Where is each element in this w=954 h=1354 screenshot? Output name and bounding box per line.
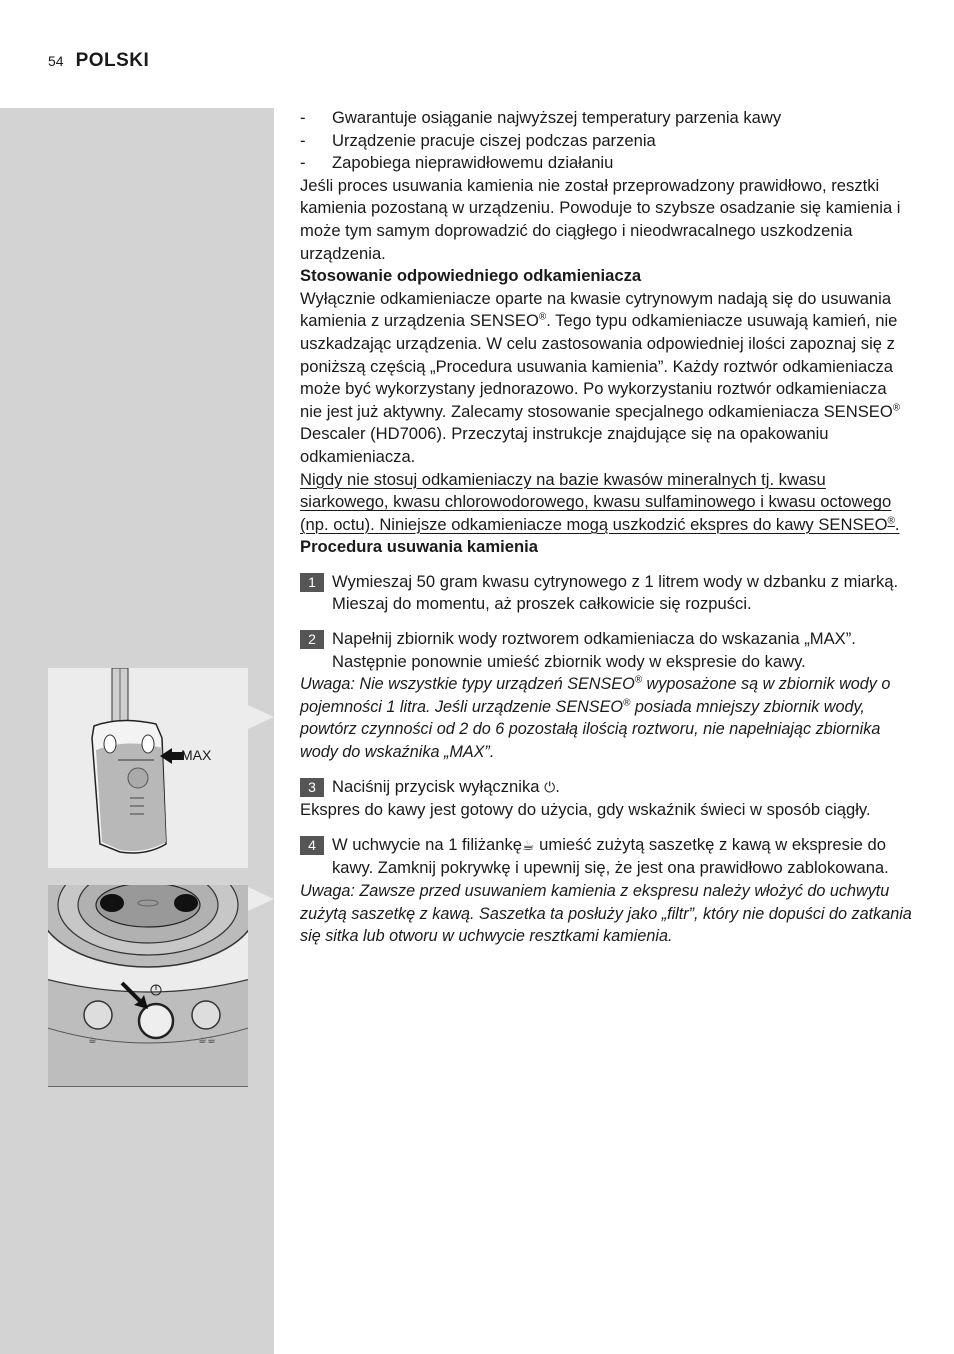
step-number: 2 bbox=[300, 630, 324, 649]
figure-pointer bbox=[248, 887, 274, 911]
step-number: 1 bbox=[300, 573, 324, 592]
cup-icon: ☕ bbox=[522, 837, 535, 854]
page-number: 54 bbox=[48, 53, 64, 69]
cup-symbol-icon: ☕ bbox=[88, 1035, 97, 1046]
list-item: - Zapobiega nieprawidłowemu działaniu bbox=[300, 152, 912, 175]
section-heading: Procedura usuwania kamienia bbox=[300, 537, 538, 557]
section-heading: Stosowanie odpowiedniego odkamieniacza bbox=[300, 266, 642, 286]
benefits-list bbox=[300, 107, 912, 175]
page-header bbox=[48, 50, 149, 72]
two-cup-button bbox=[192, 1001, 220, 1029]
step-text: Wymieszaj 50 gram kwasu cytrynowego z 1 litrem wody w dzbanku z miarką. Mieszaj do momentu, aż proszek całkowicie się rozpuści. bbox=[332, 571, 899, 614]
figure-pointer bbox=[248, 705, 274, 729]
language-title: POLSKI bbox=[75, 50, 150, 71]
power-symbol-icon: ⏻ bbox=[544, 779, 556, 796]
step-4: 4 W uchwycie na 1 filiżankę☕ umieść zużytą saszetkę z kawą w ekspresie do kawy. Zamknij pokrywkę i upewnij się, że jest ona prawidłowo zablokowana. bbox=[300, 834, 912, 880]
step-1 bbox=[300, 571, 912, 616]
two-cups-symbol-icon: ☕☕ bbox=[198, 1035, 216, 1046]
water-tank-illustration bbox=[48, 668, 248, 868]
step-number: 4 bbox=[300, 836, 324, 855]
main-content bbox=[300, 107, 912, 948]
list-item: - Urządzenie pracuje ciszej podczas parzenia bbox=[300, 130, 912, 153]
step-2 bbox=[300, 628, 912, 673]
step-text: W uchwycie na 1 filiżankę bbox=[332, 834, 522, 854]
power-button bbox=[139, 1004, 173, 1038]
warning-paragraph: Nigdy nie stosuj odkamieniaczy na bazie kwasów mineralnych tj. kwasu siarkowego, kwasu chlorowodorowego, kwasu sulfaminowego i kwasu octowego (np. octu). Niniejsze odkamieniacze mogą uszkodzić ekspres do kawy SENSEO®. bbox=[300, 469, 900, 534]
one-cup-button bbox=[84, 1001, 112, 1029]
control-panel-illustration bbox=[48, 885, 248, 1087]
descaler-paragraph: Wyłącznie odkamieniacze oparte na kwasie cytrynowym nadają się do usuwania kamienia z urządzenia SENSEO®. Tego typu odkamieniacze usuwają kamień, nie uszkadzając urządzenia. W celu zastosowania odpowiedniej ilości zapoznaj się z poniższą częścią „Procedura usuwania kamienia”. Każdy roztwór odkamieniacza może być wykorzystany jednorazowo. Po wykorzystaniu roztwór odkamieniacza nie jest już aktywny. Zalecamy stosowanie specjalnego odkamieniacza SENSEO® Descaler (HD7006). Przeczytaj instrukcje znajdujące się na opakowaniu odkamieniacza. bbox=[300, 288, 901, 466]
max-label: MAX bbox=[181, 747, 212, 763]
list-item: - Gwarantuje osiąganie najwyższej temperatury parzenia kawy bbox=[300, 107, 912, 130]
step-number: 3 bbox=[300, 778, 324, 797]
note-paragraph: Uwaga: Nie wszystkie typy urządzeń SENSEO® wyposażone są w zbiornik wody o pojemności 1 litra. Jeśli urządzenie SENSEO® posiada mniejszy zbiornik wody, powtórz czynności od 2 do 6 pozostałą ilością roztworu, nie napełniając zbiornika wody do wskaźnika „MAX”. bbox=[300, 674, 891, 762]
step-3: 3 Naciśnij przycisk wyłącznika ⏻. bbox=[300, 776, 912, 800]
step-text: Napełnij zbiornik wody roztworem odkamieniacza do wskazania „MAX”. Następnie ponownie umieść zbiornik wody w ekspresie do kawy. bbox=[332, 629, 856, 671]
intro-paragraph: Jeśli proces usuwania kamienia nie został przeprowadzony prawidłowo, resztki kamienia pozostaną w urządzeniu. Powoduje to szybsze osadzanie się kamienia i może tym samym doprowadzić do ciągłego i nieodwracalnego uszkodzenia urządzenia. bbox=[300, 175, 901, 263]
note-paragraph: Uwaga: Zawsze przed usuwaniem kamienia z ekspresu należy włożyć do uchwytu zużytą saszetkę z kawą. Saszetka ta posłuży jako „filtr”, który nie dopuści do zatkania się sitka lub otworu w uchwycie resztkami kamienia. bbox=[300, 882, 912, 946]
step-text: Naciśnij przycisk wyłącznika bbox=[332, 776, 540, 796]
step-3-result: Ekspres do kawy jest gotowy do użycia, gdy wskaźnik świeci w sposób ciągły. bbox=[300, 800, 871, 820]
